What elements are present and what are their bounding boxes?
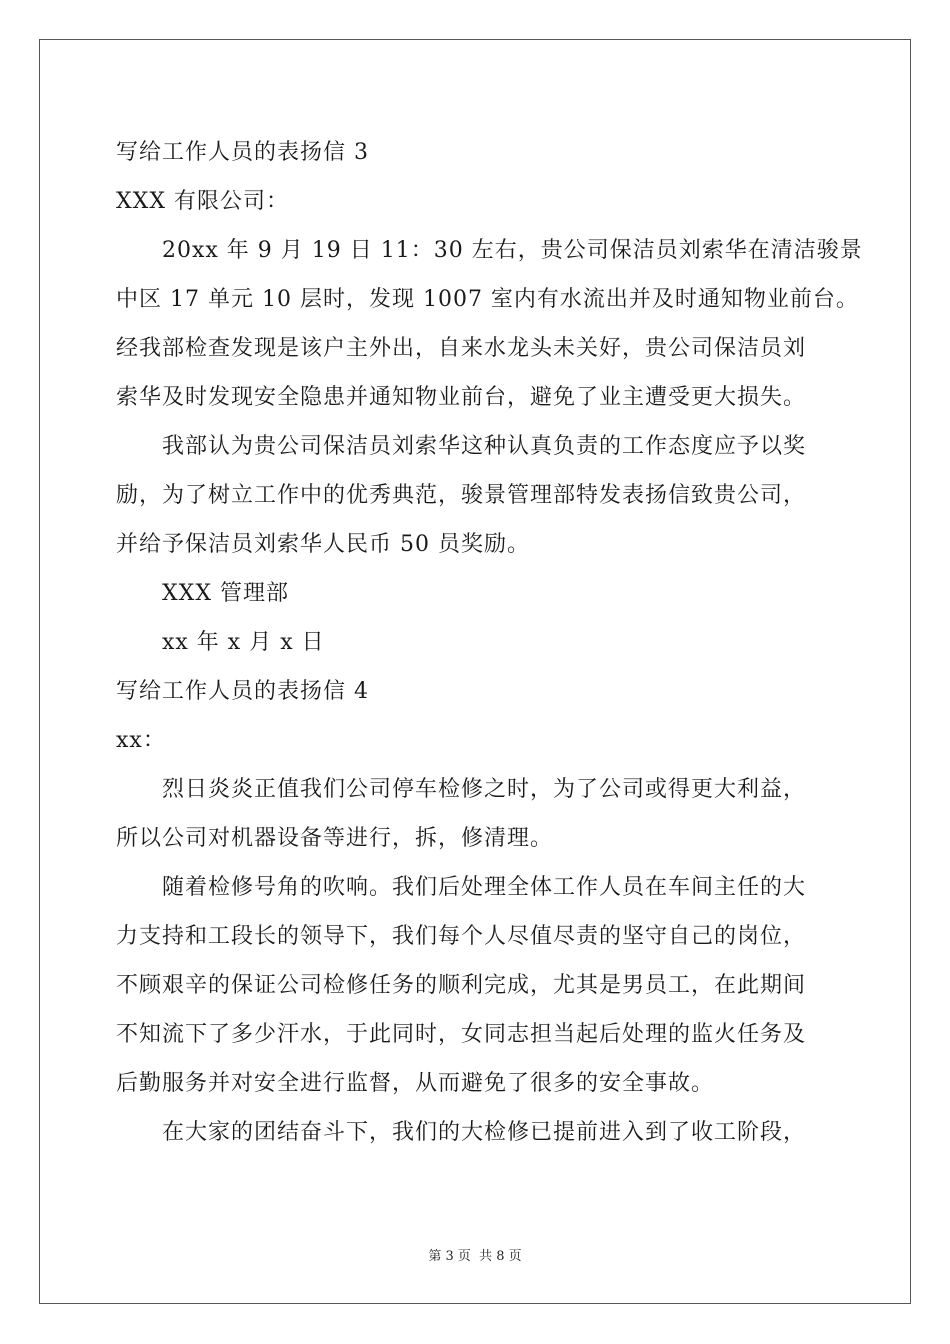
paragraph-line: 我部认为贵公司保洁员刘索华这种认真负责的工作态度应予以奖 [162, 434, 807, 459]
heading-letter-3: 写给工作人员的表扬信 3 [116, 140, 369, 165]
page-total: 共 8 页 [479, 1249, 522, 1264]
salutation: xx： [116, 728, 166, 753]
paragraph-line: 不顾艰辛的保证公司检修任务的顺利完成，尤其是男员工，在此期间 [116, 973, 807, 998]
salutation: XXX 有限公司： [116, 189, 289, 214]
paragraph-line: 索华及时发现安全隐患并通知物业前台，避免了业主遭受更大损失。 [116, 385, 807, 410]
paragraph-line: 经我部检查发现是该户主外出，自来水龙头未关好，贵公司保洁员刘 [116, 336, 807, 361]
signature-department: XXX 管理部 [162, 581, 289, 606]
page-footer [0, 1245, 950, 1264]
paragraph-line: 励，为了树立工作中的优秀典范，骏景管理部特发表扬信致贵公司， [116, 483, 807, 508]
paragraph-line: 随着检修号角的吹响。我们后处理全体工作人员在车间主任的大 [162, 875, 807, 900]
page-number: 第 3 页 [428, 1249, 471, 1264]
document-body [116, 128, 863, 1157]
paragraph-line: 所以公司对机器设备等进行，拆，修清理。 [116, 826, 554, 851]
paragraph-line: 20xx 年 9 月 19 日 11：30 左右，贵公司保洁员刘索华在清洁骏景 [162, 238, 863, 263]
heading-letter-4: 写给工作人员的表扬信 4 [116, 679, 369, 704]
paragraph-line: 中区 17 单元 10 层时，发现 1007 室内有水流出并及时通知物业前台。 [116, 287, 859, 312]
paragraph-line: 不知流下了多少汗水，于此同时，女同志担当起后处理的监火任务及 [116, 1022, 807, 1047]
signature-date: xx 年 x 月 x 日 [162, 630, 325, 655]
paragraph-line: 力支持和工段长的领导下，我们每个人尽值尽责的坚守自己的岗位， [116, 924, 807, 949]
paragraph-line: 烈日炎炎正值我们公司停车检修之时，为了公司或得更大利益， [162, 777, 807, 802]
paragraph-line: 后勤服务并对安全进行监督，从而避免了很多的安全事故。 [116, 1071, 715, 1096]
paragraph-line: 并给予保洁员刘索华人民币 50 员奖励。 [116, 532, 530, 557]
paragraph-line: 在大家的团结奋斗下，我们的大检修已提前进入到了收工阶段， [162, 1120, 807, 1145]
